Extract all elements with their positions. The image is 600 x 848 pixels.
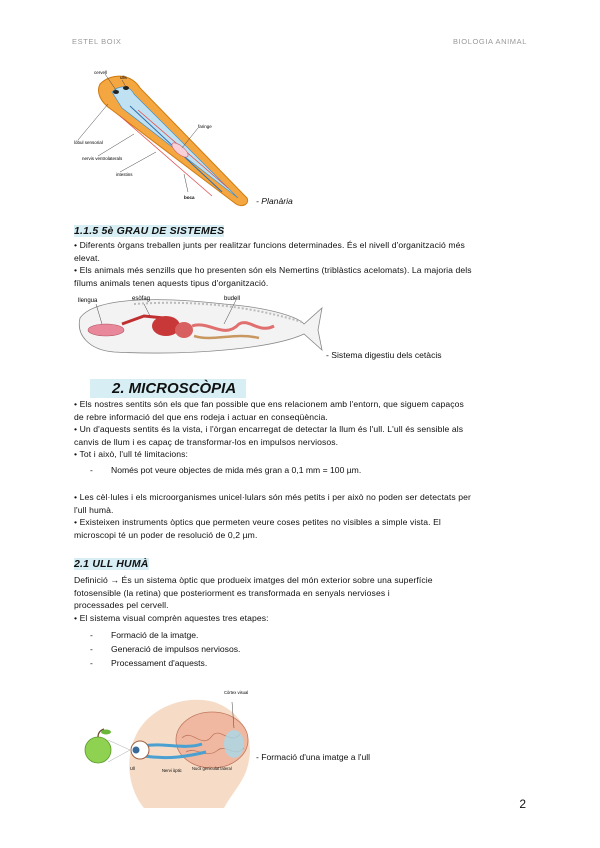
- planaria-label-faringe: faringe: [198, 124, 212, 129]
- cetacean-caption: - Sistema digestiu dels cetàcis: [326, 350, 442, 360]
- header-subject: BIOLOGIA ANIMAL: [452, 37, 527, 46]
- planaria-caption: - Planària: [256, 196, 293, 206]
- planaria-label-intestins: intestins: [116, 172, 133, 177]
- cetacean-label-esofag: esòfag: [132, 296, 151, 302]
- header-author: ESTEL BOIX: [72, 37, 122, 46]
- cetacean-figure: [74, 290, 324, 362]
- planaria-label-nervis: nervis ventrolaterals: [82, 156, 123, 161]
- eye-caption: - Formació d'una imatge a l'ull: [256, 752, 371, 762]
- eye-brain-figure: [74, 680, 256, 808]
- planaria-label-lobul: lòbul sensorial: [74, 140, 103, 145]
- section-115-body: • Diferents òrgans treballen junts per realitzar funcions determinades. És el nivell d'organització més elevat. • Els animals més senzills que ho presenten són els Nemertins (triblàstics acelomats). La majoria dels fílums animals tenen aquests tipus d'organització.: [74, 240, 472, 288]
- section-2-list-item: - Només pot veure objectes de mida més gran a 0,1 mm = 100 µm.: [90, 465, 362, 475]
- eye-label-ull: Ull: [130, 766, 135, 771]
- planaria-label-ulls: ulls: [120, 75, 127, 80]
- section-21-body: Definició → És un sistema òptic que produeix imatges del món exterior sobre una superfície fotosensible (la retina) que posteriorment es transformada en senyals nervioses i processades pel cervell. • El sistema visual comprèn aquestes tres etapes:: [74, 575, 433, 623]
- cetacean-label-llengua: llengua: [78, 298, 98, 304]
- planaria-figure: [72, 66, 254, 212]
- eye-label-nucli: Nucli geniculat lateral: [192, 766, 232, 771]
- eye-label-nervi: Nervi òptic: [162, 768, 182, 773]
- planaria-label-boca: boca: [184, 195, 195, 200]
- section-21-list-item: - Processament d'aquests.: [90, 658, 208, 668]
- page-number: 2: [519, 797, 526, 811]
- cetacean-label-budell: budell: [224, 296, 241, 302]
- section-21-title: 2.1 ULL HUMÀ: [74, 558, 149, 570]
- eye-label-cortex: Còrtex visual: [224, 690, 249, 695]
- planaria-label-cervell: cervell: [94, 70, 108, 75]
- section-2-body: • Els nostres sentits són els que fan possible que ens relacionem amb l'entorn, que siguem capaços de rebre informació del que ens rodeja i actuar en conseqüència. • Un d'aquests sentits és la vista, i l'òrgan encarregat de detectar la llum és l'ull. L'ull és sensible als canvis de llum i es capaç de transformar-los en impulsos nerviosos. • Tot i això, l'ull té limitacions:: [74, 399, 464, 460]
- section-21-list-item: - Formació de la imatge.: [90, 630, 199, 640]
- section-2-title: 2. MICROSCÒPIA: [90, 379, 246, 398]
- section-21-list-item: - Generació de impulsos nerviosos.: [90, 644, 241, 654]
- section-2-body-2: • Les cèl·lules i els microorganismes unicel·lulars són més petits i per això no poden ser detectats per l'ull humà. • Existeixen instruments òptics que permeten veure coses petites no visibles a simple vista. El microscopi té un poder de resolució de 0,2 µm.: [74, 492, 471, 540]
- section-115-title: 1.1.5 5è GRAU DE SISTEMES: [74, 225, 225, 237]
